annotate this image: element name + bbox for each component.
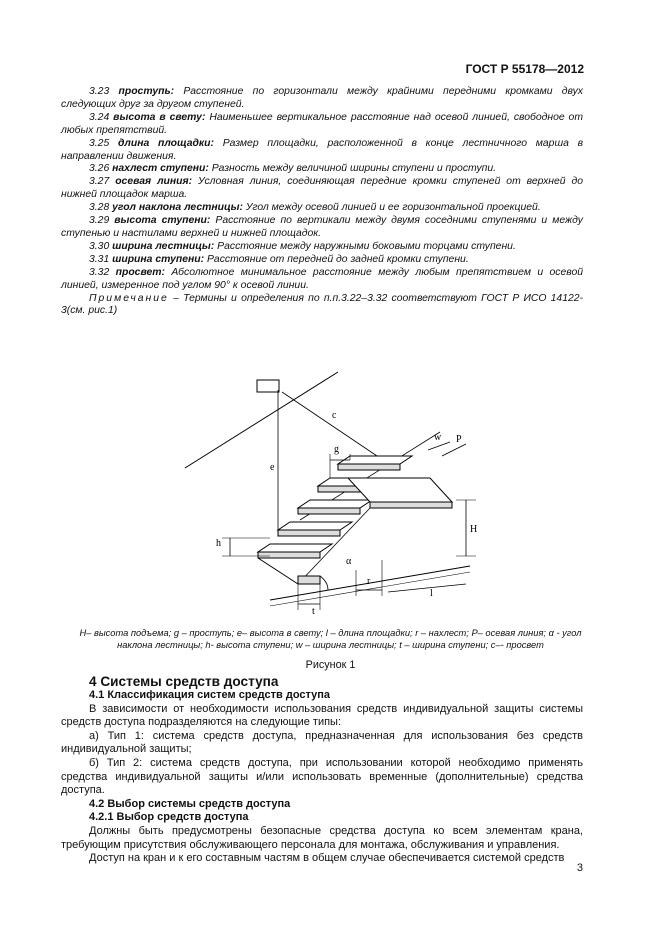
paragraph: В зависимости от необходимости использования средств индивидуальной защиты системы средств доступа подразделяются на следующие типы: [61, 702, 583, 729]
note [61, 293, 583, 319]
definition-item: 3.29 высота ступени: Расстояние по вертикали между двумя соседними ступенями и между ступенью и настилами верхней и нижней площадок. [61, 215, 584, 239]
label-c: c [332, 410, 337, 421]
definitions-block [61, 86, 583, 318]
paragraph: Должны быть предусмотрены безопасные средства доступа ко всем элементам крана, требующим присутствия обслуживающего персонала для монтажа, обслуживания и управления. [61, 824, 583, 851]
definition-item: 3.32 просвет: Абсолютное минимальное расстояние между любым препятствием и осевой линией, измеренное под углом 90° к осевой линии. [61, 266, 584, 291]
definition-item: 3.23 проступь: Расстояние по горизонтали между крайними передними кромками двух следующих друг за другом ступеней. [61, 86, 583, 110]
section-body [61, 674, 583, 866]
figure-caption: H– высота подъема; g – проступь; е– высота в свету; l – длина площадки; r – нахлест; P– осевая линия; α - угол наклона лестницы; h- высота ступени; w – ширина лестницы; t – ширина ступени; с–- просвет [79, 628, 582, 650]
label-h-step: h [216, 538, 221, 549]
definition-item: 3.25 длина площадки: Размер площадки, расположенной в конце лестничного марша в направлении движения. [61, 137, 584, 162]
label-t: t [312, 606, 315, 617]
definition-item: 3.28 угол наклона лестницы: Угол между осевой линией и ее горизонтальной проекцией. [89, 202, 541, 214]
paragraph: б) Тип 2: система средств доступа, при использовании которой необходимо применять средства индивидуальной защиты и/или использовать временные (дополнительные) средства доступа. [61, 756, 583, 797]
note-label: Примечание [89, 292, 169, 304]
label-p: P [456, 434, 462, 445]
page-number: 3 [576, 862, 583, 874]
definition-item: 3.24 высота в свету: Наименьшее вертикальное расстояние над осевой линией, свободное от любых препятствий. [61, 111, 583, 136]
definition-item: 3.30 ширина лестницы: Расстояние между наружными боковыми торцами ступени. [89, 240, 516, 252]
subsection-heading: 4.2 Выбор системы средств доступа [89, 797, 291, 810]
steps [258, 456, 452, 558]
lamp-box [257, 380, 279, 392]
label-alpha: α [346, 556, 352, 567]
definition-item: 3.27 осевая линия: Условная линия, соединяющая передние кромки ступеней от верхней до нижней площадок марша. [61, 176, 584, 201]
stair-diagram [170, 370, 500, 620]
document-header: ГОСТ Р 55178—2012 [465, 62, 584, 76]
definition-item: 3.31 ширина ступени: Расстояние от передней до задней кромки ступени. [89, 253, 469, 265]
figure-title: Рисунок 1 [305, 659, 356, 671]
note-text: – Термины и определения по п.п.3.22–3.32 соответствуют ГОСТ Р ИСО 14122-3(см. рис.1) [61, 292, 583, 317]
label-e: e [270, 462, 275, 473]
label-h-total: H [470, 524, 478, 535]
label-l: l [430, 588, 433, 599]
definition-item: 3.26 нахлест ступени: Разность между величиной ширины ступени и проступи. [89, 163, 497, 175]
label-g: g [334, 444, 339, 455]
label-w: w [434, 432, 442, 443]
label-r: r [367, 576, 371, 587]
subsection-heading: 4.2.1 Выбор средств доступа [89, 811, 249, 824]
paragraph: а) Тип 1: система средств доступа, предназначенная для использования без средств индивидуальной защиты; [61, 729, 583, 756]
paragraph: Доступ на кран и к его составным частям в общем случае обеспечивается системой средств [89, 852, 565, 865]
section-heading: 4 Системы средств доступа [89, 674, 279, 689]
subsection-heading: 4.1 Классификация систем средств доступа [89, 689, 331, 701]
